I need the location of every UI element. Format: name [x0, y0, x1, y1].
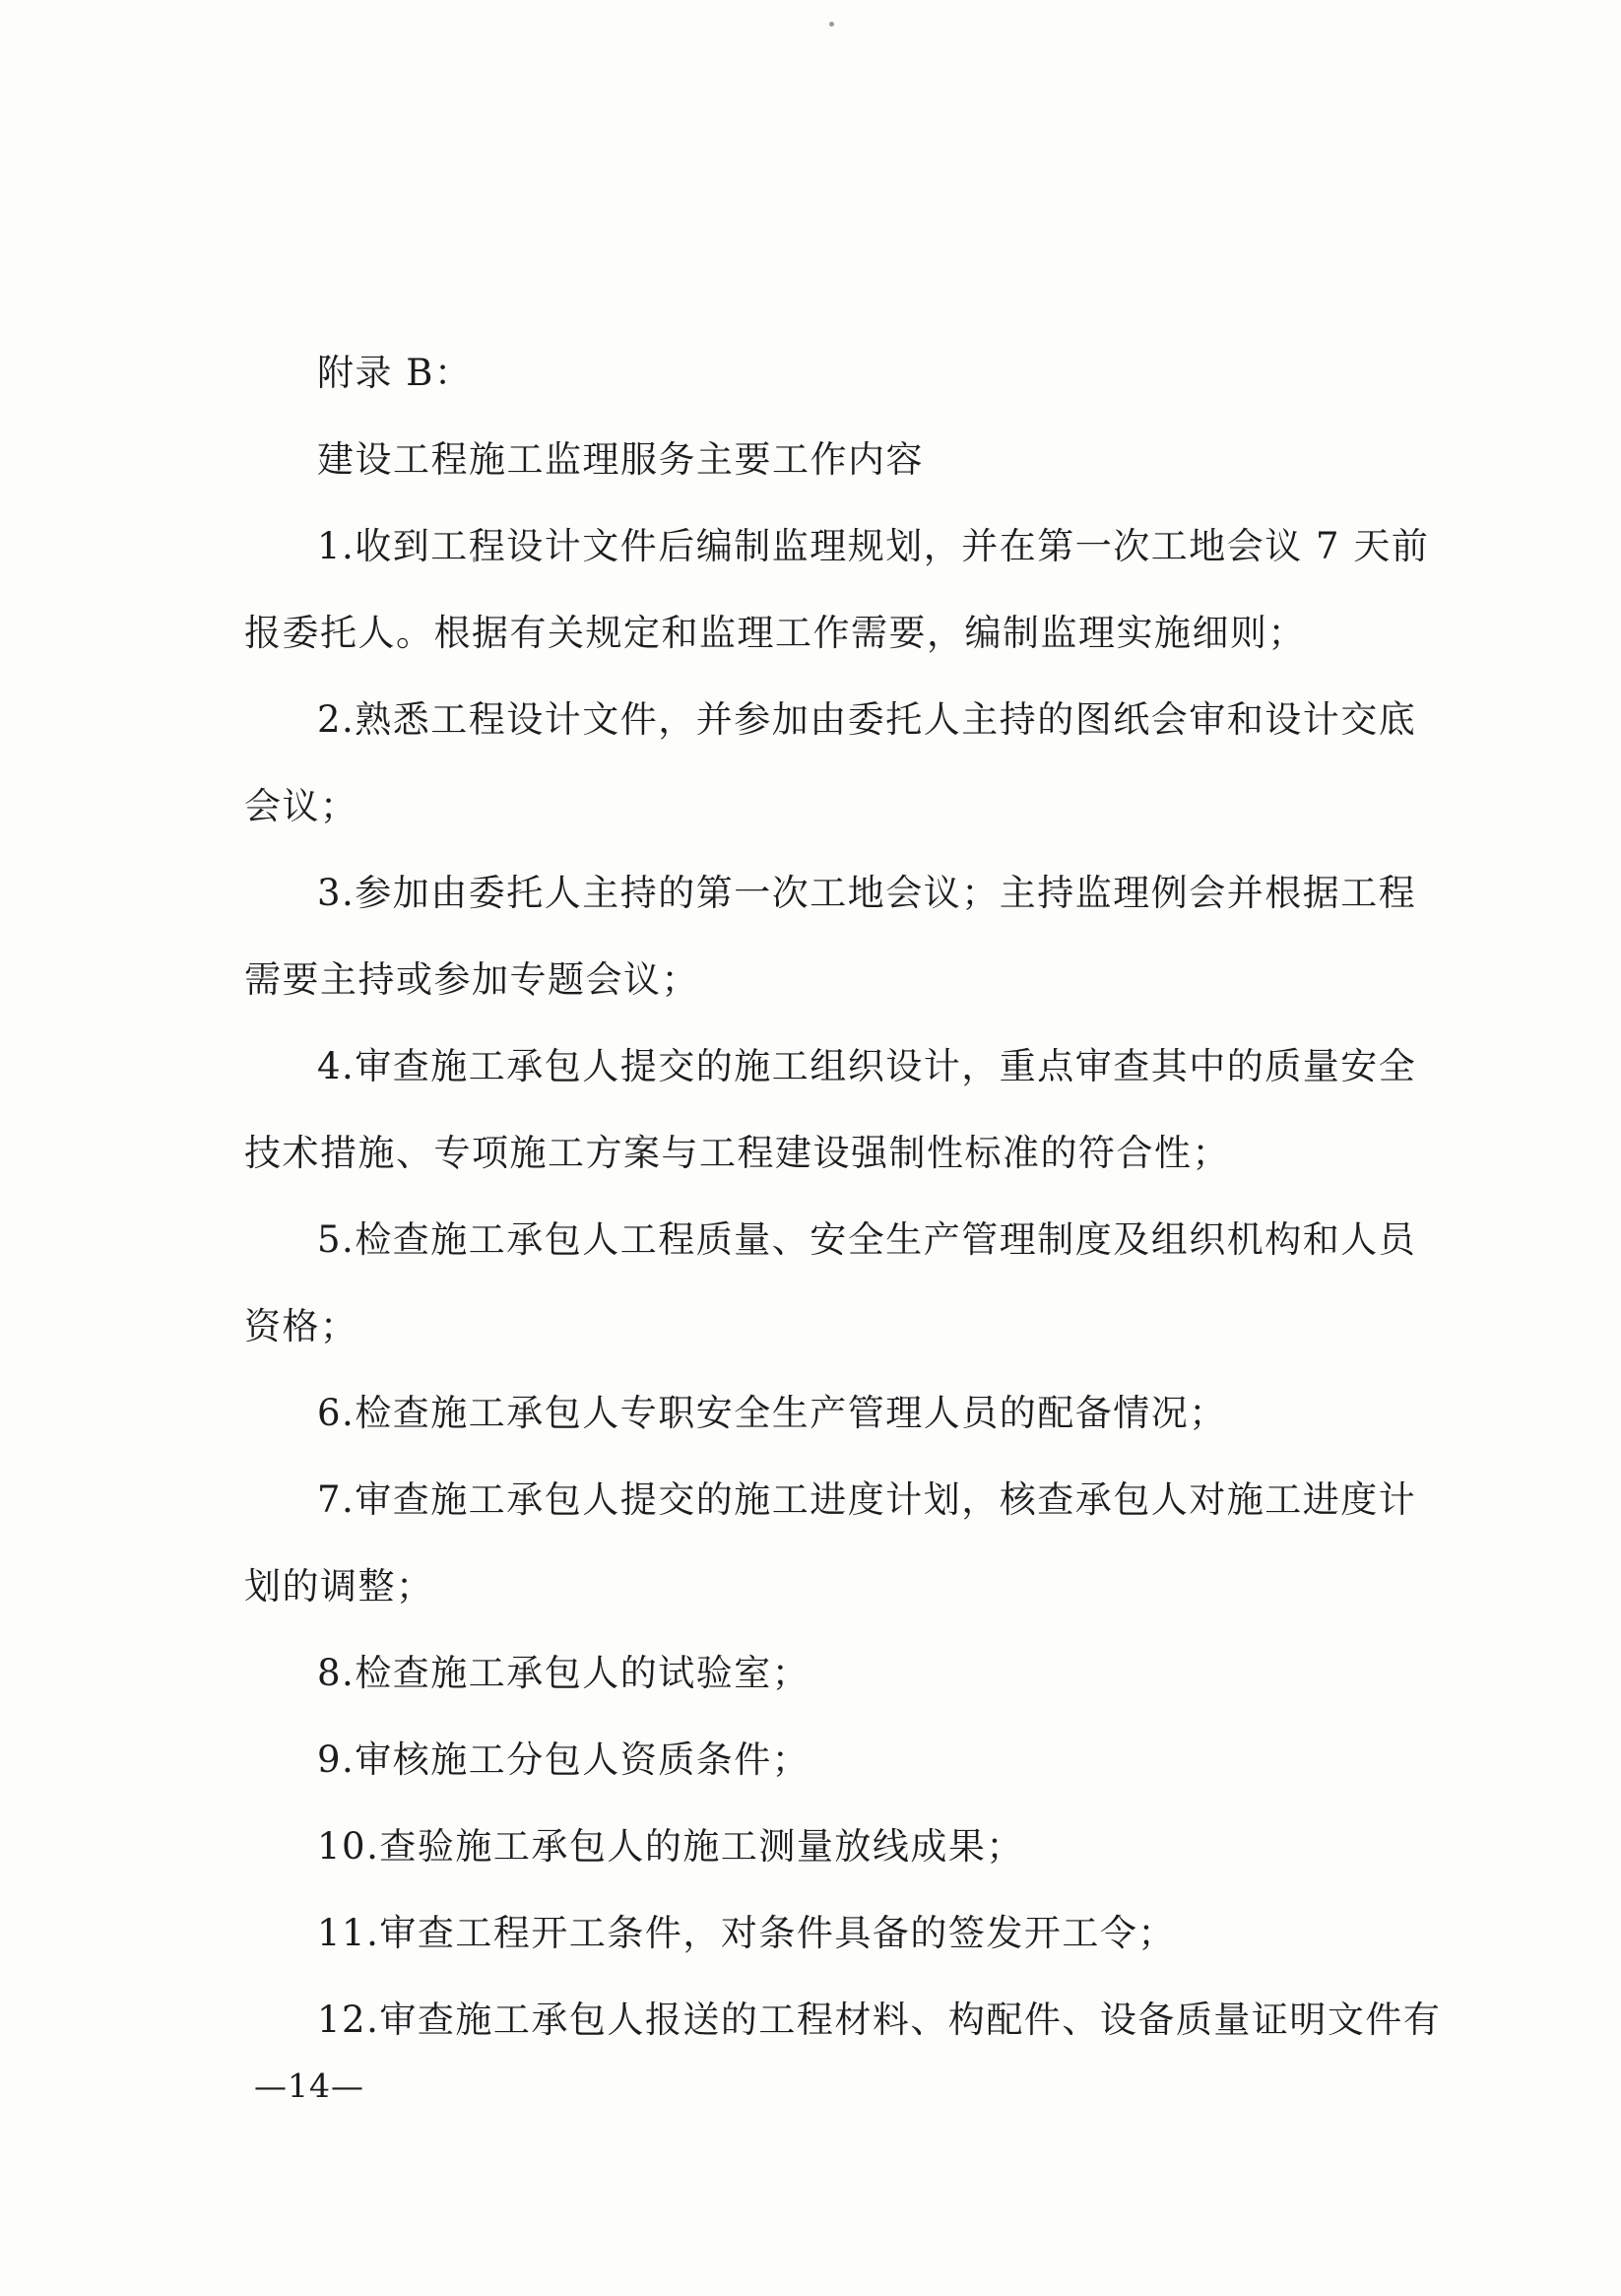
item-6: 6.检查施工承包人专职安全生产管理人员的配备情况； [317, 1392, 1227, 1434]
scan-speck [829, 22, 834, 27]
item-1-line-1: 1.收到工程设计文件后编制监理规划，并在第一次工地会议 7 天前 [317, 525, 1430, 567]
item-9: 9.审核施工分包人资质条件； [317, 1738, 810, 1781]
item-11: 11.审查工程开工条件，对条件具备的签发开工令； [317, 1912, 1176, 1954]
item-2-line-2: 会议； [244, 785, 358, 827]
item-10: 10.查验施工承包人的施工测量放线成果； [317, 1825, 1024, 1868]
page-number: —14— [254, 2066, 364, 2105]
item-5-line-2: 资格； [244, 1305, 358, 1347]
appendix-label: 附录 B： [317, 352, 473, 394]
item-7-line-1: 7.审查施工承包人提交的施工进度计划，核查承包人对施工进度计 [317, 1478, 1417, 1521]
item-4-line-1: 4.审查施工承包人提交的施工组织设计，重点审查其中的质量安全 [317, 1045, 1417, 1087]
item-8: 8.检查施工承包人的试验室； [317, 1652, 810, 1694]
document-body [244, 330, 1442, 2064]
item-4-line-2: 技术措施、专项施工方案与工程建设强制性标准的符合性； [244, 1132, 1230, 1174]
item-7-line-2: 划的调整； [244, 1565, 434, 1607]
item-12-line-1: 12.审查施工承包人报送的工程材料、构配件、设备质量证明文件有 [317, 1999, 1442, 2041]
document-title: 建设工程施工监理服务主要工作内容 [317, 438, 924, 481]
item-5-line-1: 5.检查施工承包人工程质量、安全生产管理制度及组织机构和人员 [317, 1218, 1417, 1261]
item-3-line-1: 3.参加由委托人主持的第一次工地会议；主持监理例会并根据工程 [317, 872, 1417, 914]
item-2-line-1: 2.熟悉工程设计文件，并参加由委托人主持的图纸会审和设计交底 [317, 698, 1417, 741]
item-3-line-2: 需要主持或参加专题会议； [244, 958, 699, 1001]
item-1-line-2: 报委托人。根据有关规定和监理工作需要，编制监理实施细则； [244, 612, 1306, 654]
